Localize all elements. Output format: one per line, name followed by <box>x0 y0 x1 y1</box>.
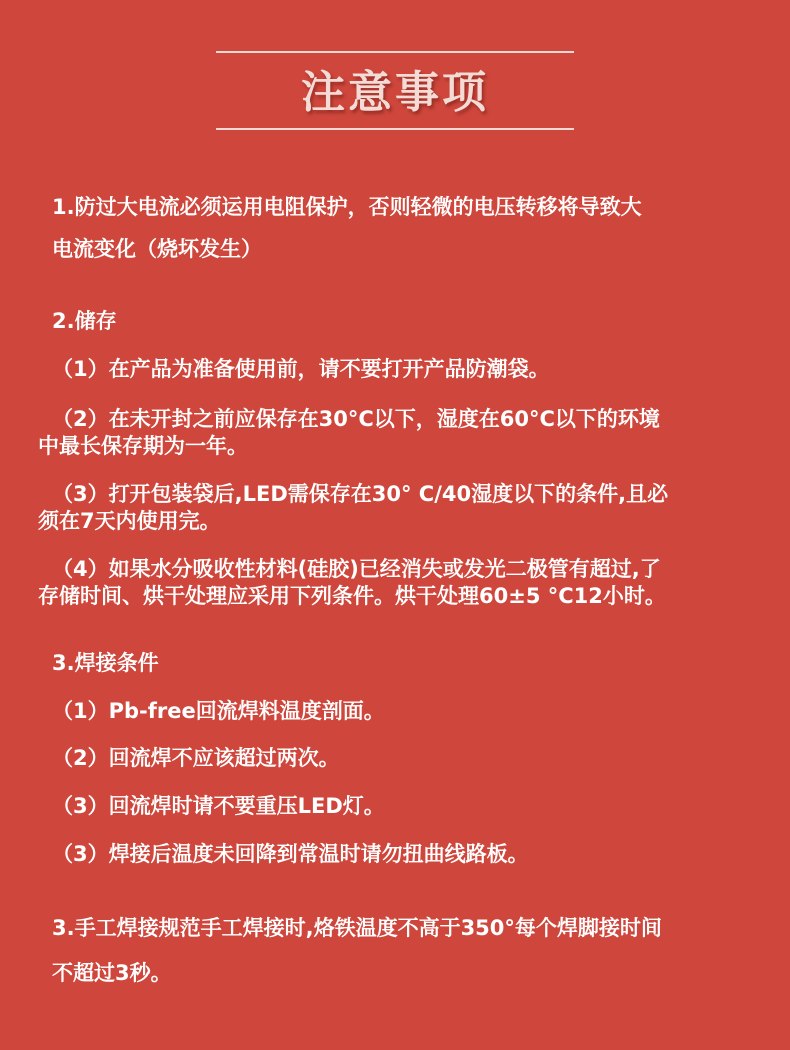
title-top-rule <box>216 51 574 53</box>
paragraph-line: 不超过3秒。 <box>52 961 172 985</box>
list-item-continuation: 中最长保存期为一年。 <box>38 434 248 458</box>
page-title: 注意事项 <box>301 67 489 118</box>
section-heading-hand-soldering: 3.手工焊接规范手工焊接时,烙铁温度不高于350°每个焊脚接时间 <box>52 916 662 940</box>
list-item: （3）打开包装袋后,LED需保存在30° C/40湿度以下的条件,且必 <box>52 482 669 506</box>
list-item: （2）回流焊不应该超过两次。 <box>52 746 340 770</box>
section-heading-soldering: 3.焊接条件 <box>52 651 159 675</box>
list-item: （1）Pb-free回流焊料温度剖面。 <box>52 699 385 723</box>
list-item: （2）在未开封之前应保存在30°C以下，湿度在60°C以下的环境 <box>52 407 660 431</box>
section-heading-storage: 2.储存 <box>52 309 117 333</box>
list-item: （1）在产品为准备使用前，请不要打开产品防潮袋。 <box>52 357 550 381</box>
paragraph-line: 电流变化（烧坏发生） <box>52 237 262 261</box>
title-bottom-rule <box>216 128 574 130</box>
list-item: （3）回流焊时请不要重压LED灯。 <box>52 794 385 818</box>
list-item: （4）如果水分吸收性材料(硅胶)已经消失或发光二极管有超过,了 <box>52 557 661 581</box>
paragraph-line: 1.防过大电流必须运用电阻保护，否则轻微的电压转移将导致大 <box>52 195 642 219</box>
list-item-continuation: 存储时间、烘干处理应采用下列条件。烘干处理60±5 °C12小时。 <box>38 584 666 608</box>
list-item-continuation: 须在7天内使用完。 <box>38 509 221 533</box>
list-item: （3）焊接后温度未回降到常温时请勿扭曲线路板。 <box>52 842 529 866</box>
